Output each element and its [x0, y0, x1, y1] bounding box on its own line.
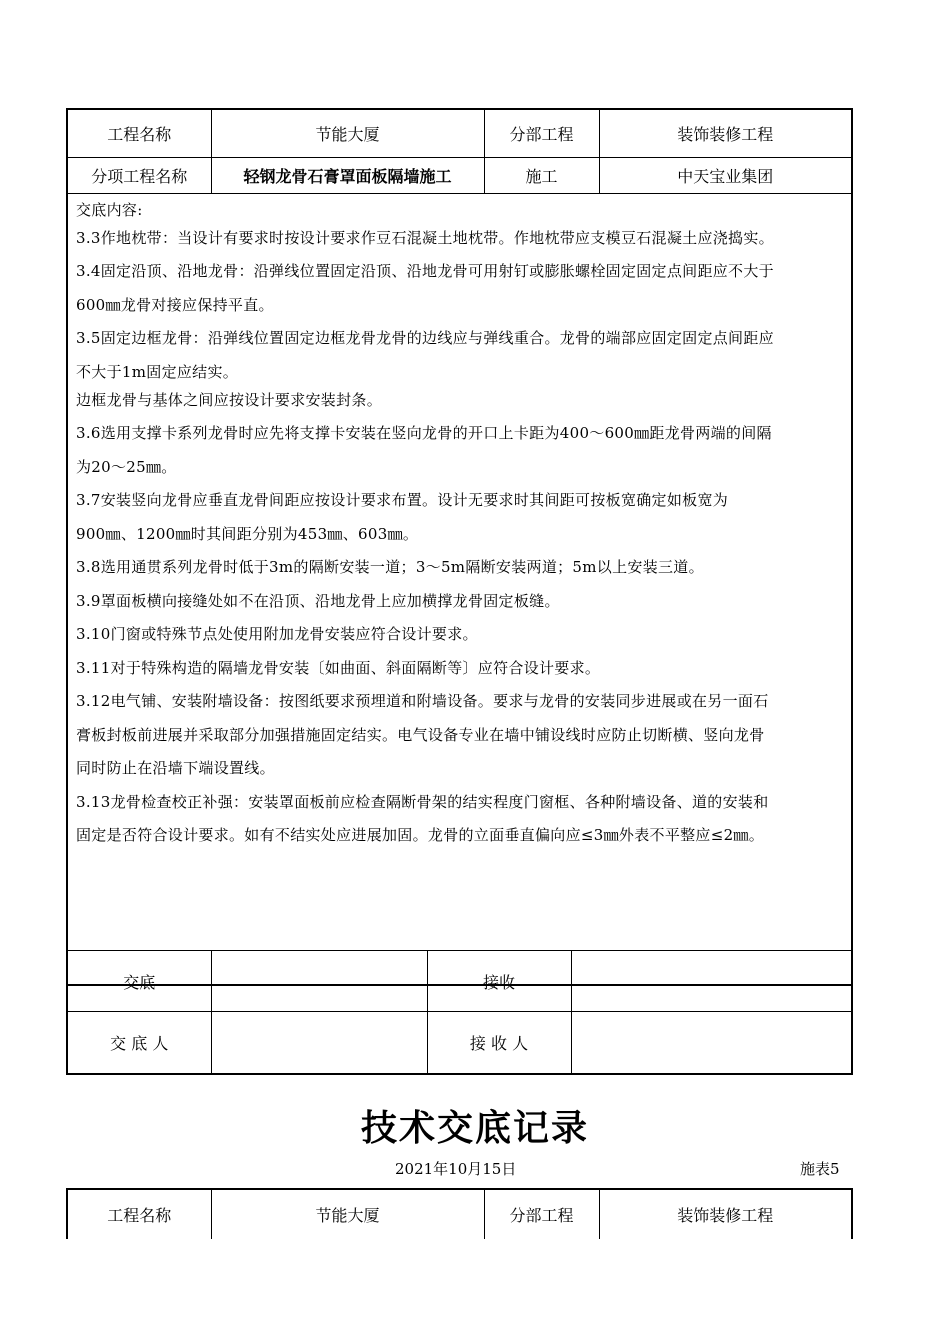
project-name-value: 节能大厦 — [211, 1189, 484, 1239]
division-value: 装饰装修工程 — [599, 1189, 852, 1239]
next-page-header-table — [66, 1188, 853, 1239]
content-line: 不大于1m固定应结实。 — [76, 362, 239, 381]
document-date: 2021年10月15日 — [395, 1160, 517, 1178]
receive-label: 接收 — [427, 951, 571, 1012]
content-line: 600㎜龙骨对接应保持平直。 — [76, 295, 274, 314]
content-line: 同时防止在沿墙下端设置线。 — [76, 759, 275, 777]
content-line: 3.12电气铺、安装附墙设备：按图纸要求预埋道和附墙设备。要求与龙骨的安装同步进展或在另一面石 — [76, 692, 769, 710]
content-line: 3.10门窗或特殊节点处使用附加龙骨安装应符合设计要求。 — [76, 625, 478, 643]
content-line: 为20～25㎜。 — [76, 457, 177, 476]
content-line: 3.8选用通贯系列龙骨时低于3m的隔断安装一道；3～5m隔断安装两道；5m以上安装三道。 — [76, 558, 704, 576]
receive-person-field — [571, 1012, 852, 1074]
content-line: 3.13龙骨检查校正补强：安装罩面板前应检查隔断骨架的结实程度门窗框、各种附墙设备、道的安装和 — [76, 792, 769, 811]
document-title: 技术交底记录 — [360, 1108, 589, 1149]
subitem-label: 分项工程名称 — [67, 157, 211, 193]
division-label: 分部工程 — [484, 1189, 599, 1239]
disclosure-content — [67, 193, 852, 985]
project-name-value: 节能大厦 — [211, 109, 484, 157]
handover-person-field — [211, 1012, 427, 1074]
content-line: 3.7安装竖向龙骨应垂直龙骨间距应按设计要求布置。设计无要求时其间距可按板宽确定如板宽为 — [76, 491, 729, 509]
content-line: 3.3作地枕带：当设计有要求时按设计要求作豆石混凝土地枕带。作地枕带应支模豆石混凝土应浇捣实。 — [76, 228, 774, 247]
content-line: 900㎜、1200㎜时其间距分别为453㎜、603㎜。 — [76, 524, 419, 543]
content-heading: 交底内容: — [76, 200, 143, 219]
receive-field — [571, 951, 852, 1012]
content-line: 固定是否符合设计要求。如有不结实处应进展加固。龙骨的立面垂直偏向应≤3㎜外表不平整应≤2㎜。 — [76, 826, 765, 844]
handover-person-label: 交 底 人 — [67, 1012, 211, 1074]
disclosure-table — [66, 108, 853, 986]
content-line: 膏板封板前进展并采取部分加强措施固定结实。电气设备专业在墙中铺设线时应防止切断横、竖向龙骨 — [76, 725, 765, 744]
content-line: 3.9罩面板横向接缝处如不在沿顶、沿地龙骨上应加横撑龙骨固定板缝。 — [76, 591, 560, 610]
project-name-label: 工程名称 — [67, 1189, 211, 1239]
content-line: 3.6选用支撑卡系列龙骨时应先将支撑卡安装在竖向龙骨的开口上卡距为400～600㎜距龙骨两端的间隔 — [76, 424, 772, 442]
construction-unit: 中天宝业集团 — [599, 157, 852, 193]
division-label: 分部工程 — [484, 109, 599, 157]
receive-person-label: 接 收 人 — [427, 1012, 571, 1074]
division-value: 装饰装修工程 — [599, 109, 852, 157]
construction-label: 施工 — [484, 157, 599, 193]
content-line: 3.11对于特殊构造的隔墙龙骨安装〔如曲面、斜面隔断等〕应符合设计要求。 — [76, 658, 601, 677]
subitem-value: 轻钢龙骨石膏罩面板隔墙施工 — [211, 157, 484, 193]
content-line: 3.4固定沿顶、沿地龙骨：沿弹线位置固定沿顶、沿地龙骨可用射钉或膨胀螺栓固定固定点间距应不大于 — [76, 262, 774, 280]
handover-label: 交底 — [67, 951, 211, 1012]
form-number: 施表5 — [800, 1160, 840, 1178]
signoff-table — [66, 950, 853, 1075]
handover-field — [211, 951, 427, 1012]
content-line: 边框龙骨与基体之间应按设计要求安装封条。 — [76, 390, 383, 409]
project-name-label: 工程名称 — [67, 109, 211, 157]
content-line: 3.5固定边框龙骨：沿弹线位置固定边框龙骨龙骨的边线应与弹线重合。龙骨的端部应固定固定点间距应 — [76, 329, 774, 347]
